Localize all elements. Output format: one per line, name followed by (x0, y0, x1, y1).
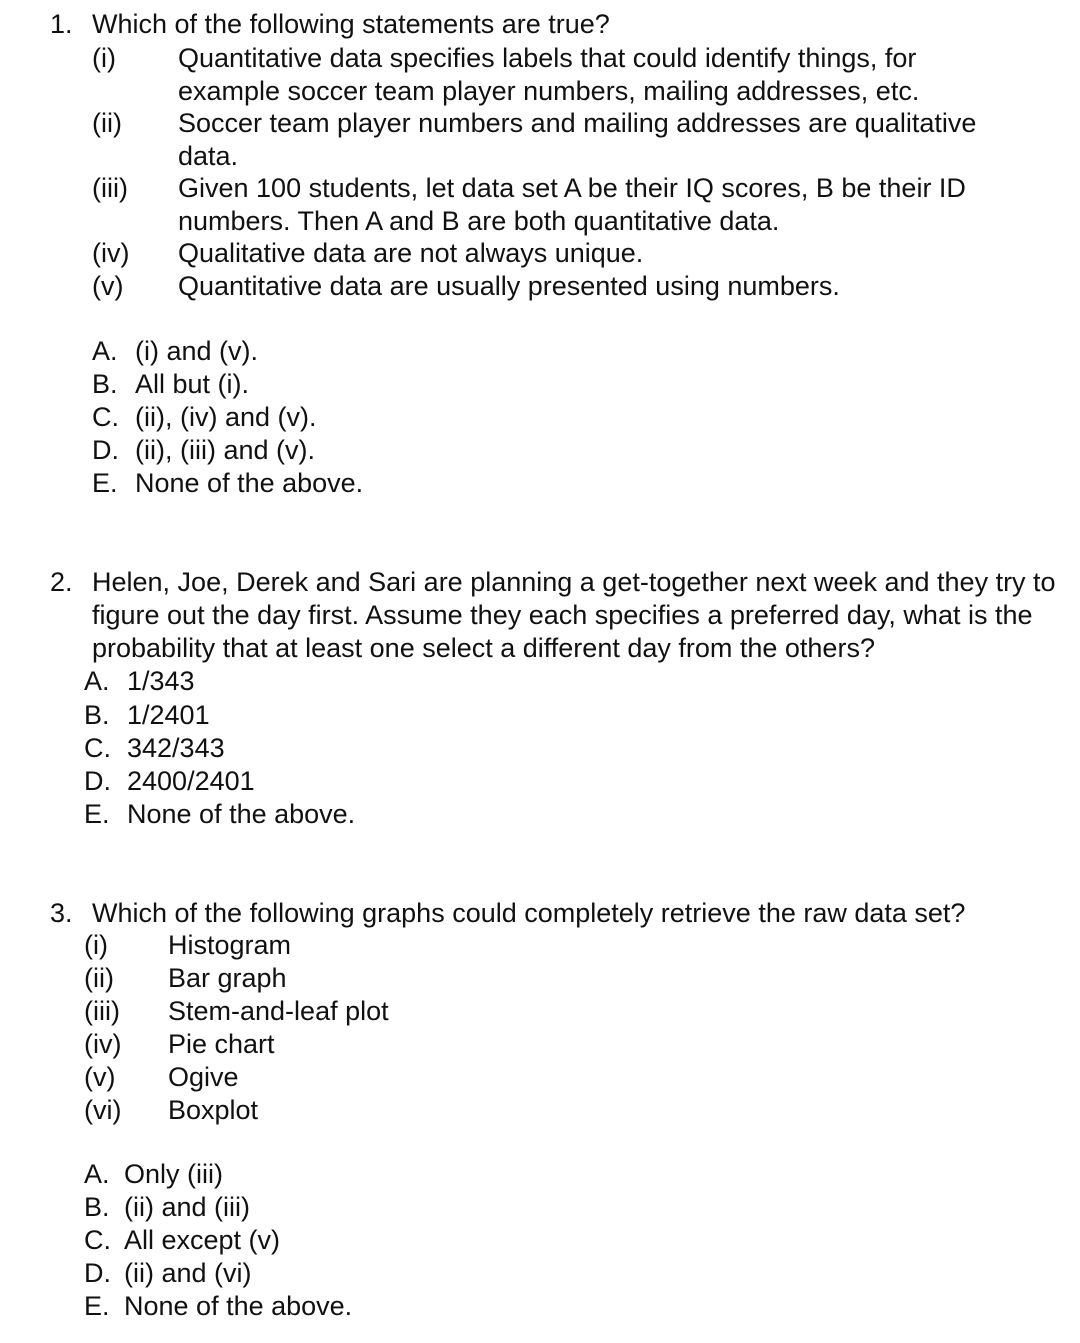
statement-text: Soccer team player numbers and mailing addresses are qualitative data. (178, 108, 977, 171)
option-text: (ii), (iv) and (v). (135, 402, 317, 432)
option-text: 2400/2401 (127, 766, 255, 796)
option-text: 1/2401 (127, 700, 210, 730)
statement-label: (i) (92, 43, 116, 73)
statement-text: Qualitative data are not always unique. (178, 238, 644, 268)
statement-label: (iv) (84, 1029, 122, 1059)
statement-label: (iii) (92, 173, 128, 203)
option-text: None of the above. (135, 468, 364, 498)
option-letter: D. (84, 1258, 111, 1288)
question-number: 1. (50, 9, 73, 39)
option-text: None of the above. (127, 799, 356, 829)
question-text: Which of the following graphs could completely retrieve the raw data set? (92, 898, 966, 928)
option-letter: B. (92, 369, 118, 399)
option-letter: E. (84, 1291, 110, 1321)
option-letter: E. (84, 799, 110, 829)
question-number: 3. (50, 898, 73, 928)
option-text: (ii) and (vi) (124, 1258, 252, 1288)
option-text: (i) and (v). (135, 336, 259, 366)
option-letter: C. (92, 402, 119, 432)
question-text: Helen, Joe, Derek and Sari are planning a get-together next week and they try to figure out the day first. Assume they each specifies a preferred day, what is the probability that at least one select a different day from the others? (92, 567, 1056, 663)
statement-text: Quantitative data specifies labels that could identify things, for example soccer team player numbers, mailing addresses, etc. (178, 43, 920, 106)
option-text: All but (i). (135, 369, 250, 399)
statement-label: (ii) (84, 963, 114, 993)
statement-text: Pie chart (168, 1029, 275, 1059)
statement-text: Quantitative data are usually presented using numbers. (178, 271, 840, 301)
option-text: Only (iii) (124, 1159, 223, 1189)
option-letter: D. (92, 435, 119, 465)
statement-label: (v) (92, 271, 124, 301)
option-letter: B. (84, 700, 110, 730)
statement-text: Histogram (168, 930, 292, 960)
option-letter: D. (84, 766, 111, 796)
option-letter: A. (92, 336, 118, 366)
option-text: (ii), (iii) and (v). (135, 435, 315, 465)
option-letter: B. (84, 1192, 110, 1222)
option-letter: A. (84, 1159, 110, 1189)
statement-label: (vi) (84, 1095, 122, 1125)
statement-text: Bar graph (168, 963, 287, 993)
statement-text: Ogive (168, 1062, 239, 1092)
statement-text: Stem-and-leaf plot (168, 996, 389, 1026)
statement-label: (iii) (84, 996, 120, 1026)
statement-label: (i) (84, 930, 108, 960)
option-text: All except (v) (124, 1225, 281, 1255)
statement-label: (iv) (92, 238, 130, 268)
option-letter: C. (84, 1225, 111, 1255)
option-text: (ii) and (iii) (124, 1192, 251, 1222)
statement-label: (ii) (92, 108, 122, 138)
option-letter: E. (92, 468, 118, 498)
statement-text: Boxplot (168, 1095, 259, 1125)
option-text: 1/343 (127, 666, 195, 696)
question-number: 2. (50, 567, 73, 597)
statement-text: Given 100 students, let data set A be their IQ scores, B be their ID numbers. Then A and B are both quantitative data. (178, 173, 966, 236)
option-text: 342/343 (127, 733, 225, 763)
statement-label: (v) (84, 1062, 116, 1092)
option-letter: A. (84, 666, 110, 696)
option-text: None of the above. (124, 1291, 353, 1321)
question-text: Which of the following statements are true? (92, 9, 610, 39)
option-letter: C. (84, 733, 111, 763)
